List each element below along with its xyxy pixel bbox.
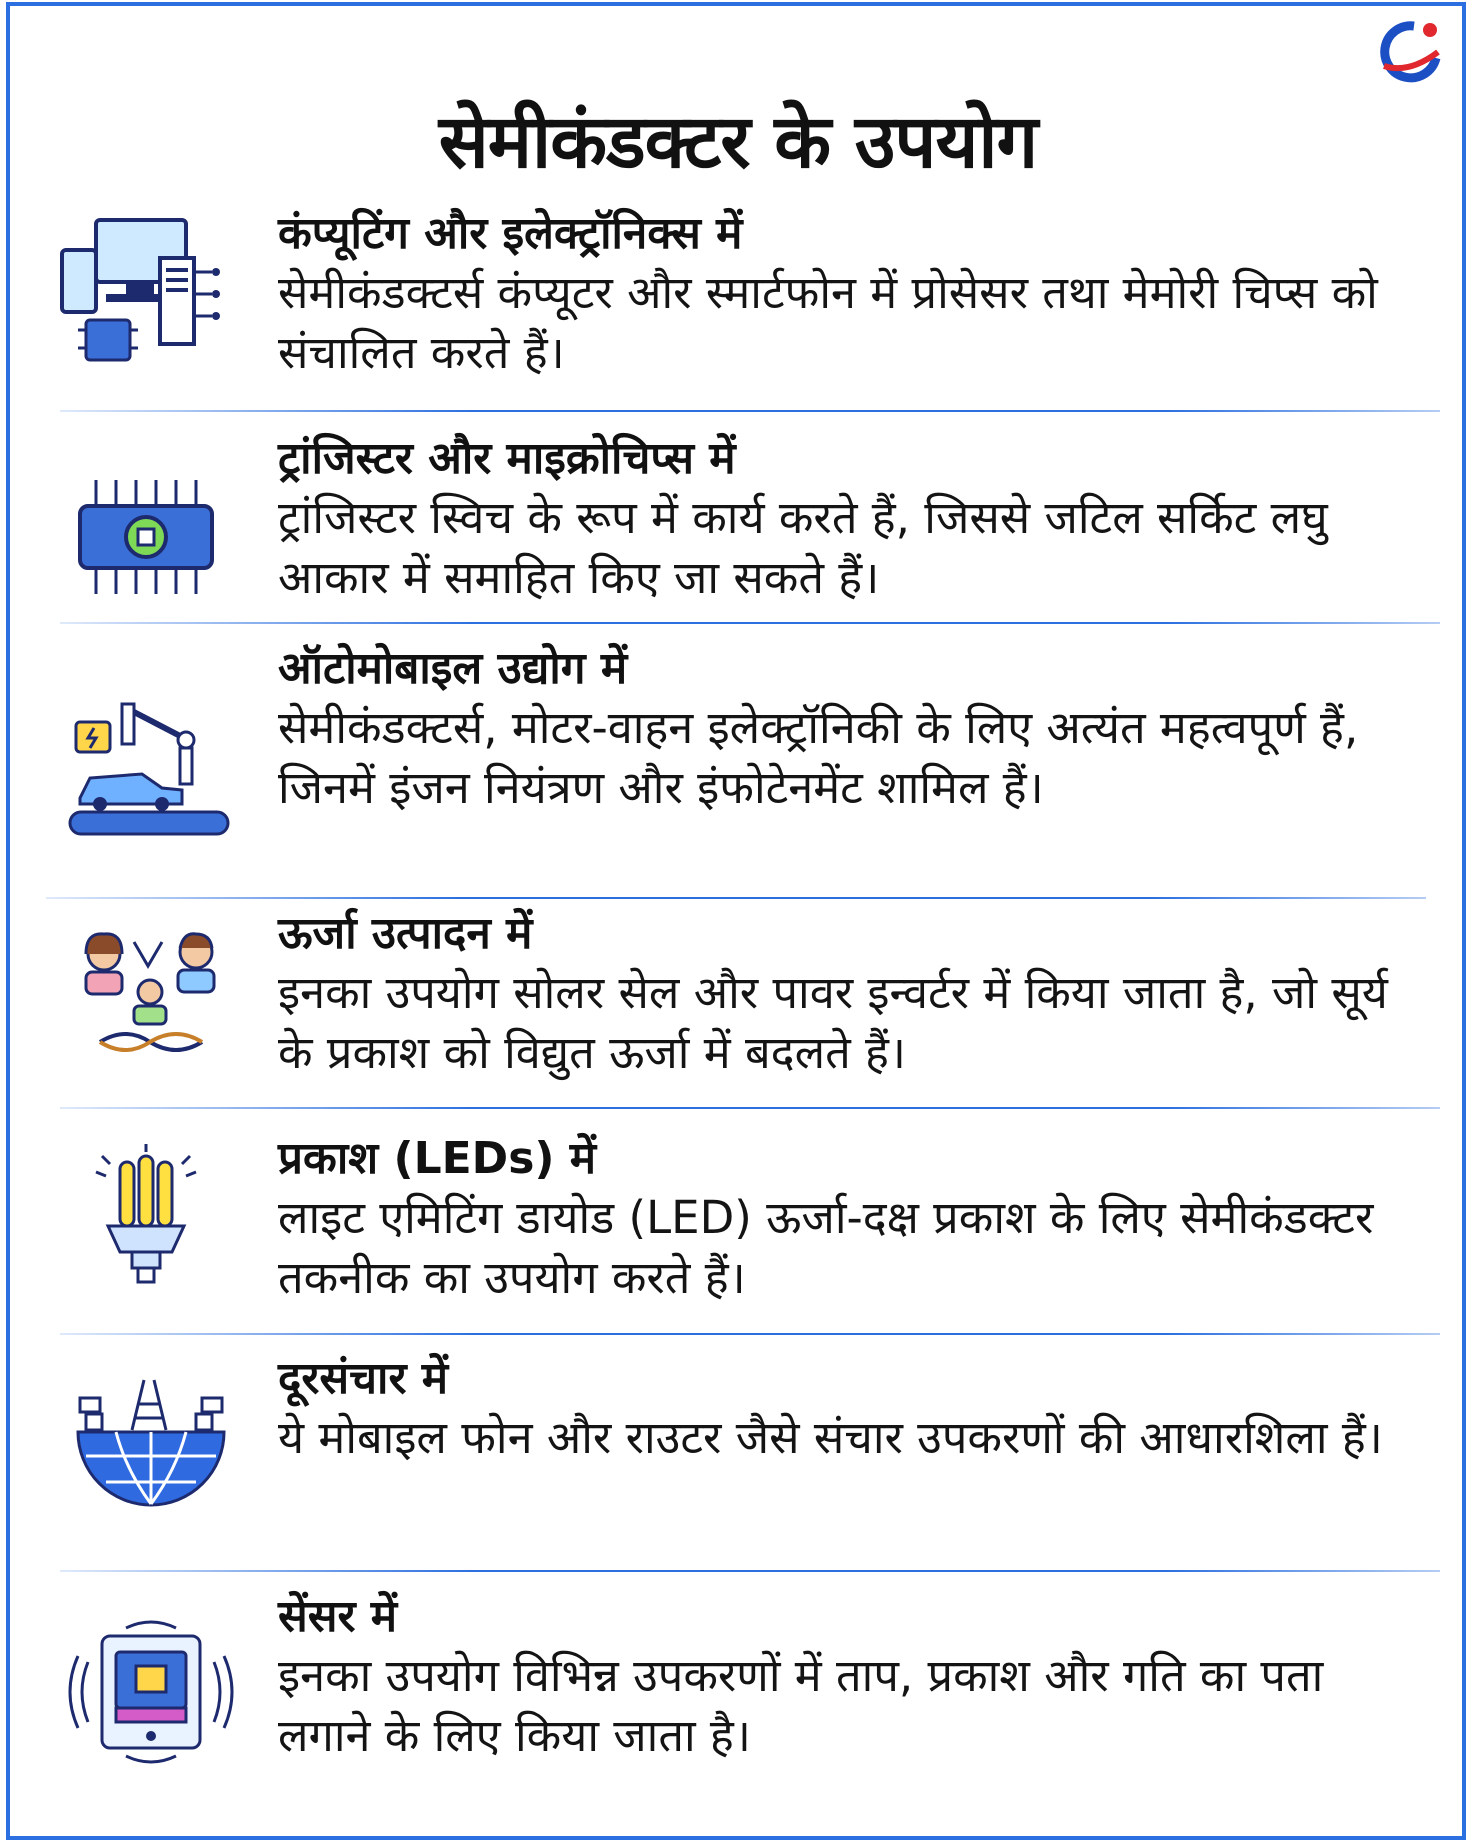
section-heading: ट्रांजिस्टर और माइक्रोचिप्स में xyxy=(278,433,736,484)
section-description: लाइट एमिटिंग डायोड (LED) ऊर्जा-दक्ष प्रकाश के लिए सेमीकंडक्टर तकनीक का उपयोग करते हैं। xyxy=(278,1191,1374,1304)
section-heading: प्रकाश (LEDs) में xyxy=(278,1133,597,1184)
section-heading: कंप्यूटिंग और इलेक्ट्रॉनिक्स में xyxy=(278,208,743,259)
section-description: ये मोबाइल फोन और राउटर जैसे संचार उपकरणों की आधारशिला हैं। xyxy=(278,1411,1383,1464)
section-description: ट्रांजिस्टर स्विच के रूप में कार्य करते हैं, जिससे जटिल सर्किट लघु आकार में समाहित किए जा सकते हैं। xyxy=(278,491,1328,604)
section-description: इनका उपयोग विभिन्न उपकरणों में ताप, प्रकाश और गति का पता लगाने के लिए किया जाता है। xyxy=(278,1649,1324,1762)
car-assembly-icon xyxy=(56,692,246,852)
telecom-tower-globe-icon xyxy=(56,1370,246,1530)
divider xyxy=(60,1570,1440,1572)
divider xyxy=(60,410,1440,412)
section-description: सेमीकंडक्टर्स कंप्यूटर और स्मार्टफोन में प्रोसेसर तथा मेमोरी चिप्स को संचालित करते हैं। xyxy=(278,266,1378,379)
section-description: सेमीकंडक्टर्स, मोटर-वाहन इलेक्ट्रॉनिकी के लिए अत्यंत महत्वपूर्ण हैं, जिनमें इंजन नियंत्रण और इंफोटेनमेंट शामिल हैं। xyxy=(278,701,1359,814)
page-title: सेमीकंडक्टर के उपयोग xyxy=(438,98,1038,185)
family-dna-icon xyxy=(56,922,246,1082)
section-heading: दूरसंचार में xyxy=(278,1353,449,1404)
divider xyxy=(46,897,1426,899)
sensor-chip-icon xyxy=(56,1612,246,1772)
section-heading: सेंसर में xyxy=(278,1591,398,1642)
section-heading: ऑटोमोबाइल उद्योग में xyxy=(278,643,628,694)
divider xyxy=(60,1333,1440,1335)
divider xyxy=(60,622,1440,624)
divider xyxy=(60,1107,1440,1109)
led-bulb-icon xyxy=(56,1142,246,1302)
section-heading: ऊर्जा उत्पादन में xyxy=(278,908,533,959)
microchip-icon xyxy=(56,462,246,622)
computer-devices-icon xyxy=(56,210,246,370)
section-description: इनका उपयोग सोलर सेल और पावर इन्वर्टर में किया जाता है, जो सूर्य के प्रकाश को विद्युत ऊर्जा में बदलते हैं। xyxy=(278,966,1388,1079)
brand-logo-icon[interactable] xyxy=(1374,14,1444,84)
